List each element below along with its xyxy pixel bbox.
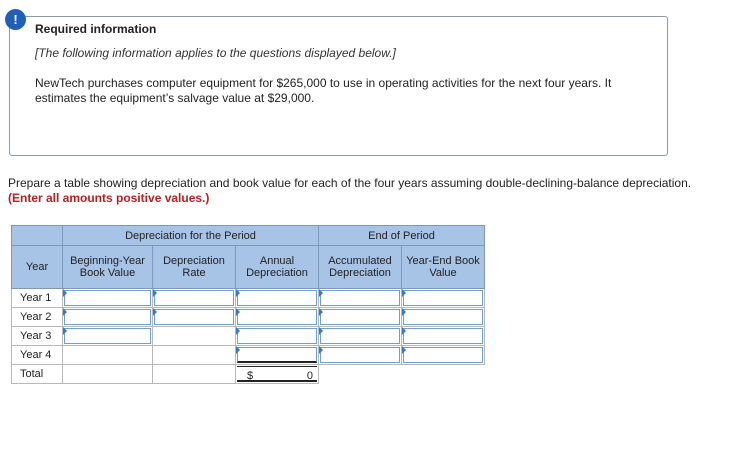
row-label-year-1: Year 1: [12, 289, 63, 308]
dropdown-marker-icon: [236, 308, 240, 316]
depreciation-rate-year-3-cell: [153, 327, 236, 346]
accumulated-depreciation-year-1-input[interactable]: [320, 290, 400, 306]
prompt-text: Prepare a table showing depreciation and book value for each of the four years assuming double-declining-balance depreciation.: [8, 176, 692, 190]
header-annual-depreciation: Annual Depreciation: [236, 246, 319, 289]
header-accumulated-depreciation: Accumulated Depreciation: [319, 246, 402, 289]
dropdown-marker-icon: [63, 327, 67, 335]
accumulated-depreciation-year-1-cell[interactable]: [319, 289, 402, 308]
dropdown-marker-icon: [63, 289, 67, 297]
table-row: [12, 289, 485, 308]
annual-depreciation-year-1-cell[interactable]: [236, 289, 319, 308]
question-prompt: [8, 176, 708, 206]
dropdown-marker-icon: [153, 308, 157, 316]
total-annual-depreciation-box: [237, 366, 317, 382]
row-label-year-4: Year 4: [12, 346, 63, 365]
annual-depreciation-year-4-cell[interactable]: [236, 346, 319, 365]
depreciation-table: [11, 225, 485, 384]
dropdown-marker-icon: [153, 289, 157, 297]
annual-depreciation-year-3-input[interactable]: [237, 328, 317, 344]
accumulated-depreciation-year-4-input[interactable]: [320, 347, 400, 363]
dropdown-marker-icon: [63, 308, 67, 316]
info-subtitle: [The following information applies to the questions displayed below.]: [35, 46, 396, 60]
total-beginning-cell: [63, 365, 153, 384]
header-blank: [12, 226, 63, 246]
depreciation-rate-year-1-cell[interactable]: [153, 289, 236, 308]
beginning-book-value-year-1-cell[interactable]: [63, 289, 153, 308]
info-title: Required information: [35, 22, 157, 36]
row-label-year-3: Year 3: [12, 327, 63, 346]
year-end-book-value-year-4-cell[interactable]: [402, 346, 485, 365]
row-label-total: Total: [12, 365, 63, 384]
accumulated-depreciation-year-4-cell[interactable]: [319, 346, 402, 365]
dropdown-marker-icon: [402, 346, 406, 354]
header-depreciation-period: Depreciation for the Period: [63, 226, 319, 246]
beginning-book-value-year-3-input[interactable]: [64, 328, 151, 344]
accumulated-depreciation-year-2-cell[interactable]: [319, 308, 402, 327]
table-row: [12, 346, 485, 365]
total-value: 0: [306, 370, 313, 382]
year-end-book-value-year-1-input[interactable]: [403, 290, 483, 306]
total-currency: $: [247, 370, 254, 382]
year-end-book-value-year-2-cell[interactable]: [402, 308, 485, 327]
annual-depreciation-year-3-cell[interactable]: [236, 327, 319, 346]
table-row: [12, 327, 485, 346]
header-year-end-book-value: Year-End Book Value: [402, 246, 485, 289]
beginning-book-value-year-2-input[interactable]: [64, 309, 151, 325]
row-label-year-2: Year 2: [12, 308, 63, 327]
dropdown-marker-icon: [236, 346, 240, 354]
dropdown-marker-icon: [402, 308, 406, 316]
total-rate-cell: [153, 365, 236, 384]
beginning-book-value-year-1-input[interactable]: [64, 290, 151, 306]
header-depreciation-rate: Depreciation Rate: [153, 246, 236, 289]
dropdown-marker-icon: [319, 289, 323, 297]
dropdown-marker-icon: [236, 327, 240, 335]
year-end-book-value-year-3-input[interactable]: [403, 328, 483, 344]
beginning-book-value-year-3-cell[interactable]: [63, 327, 153, 346]
header-beginning-book-value: Beginning-Year Book Value: [63, 246, 153, 289]
annual-depreciation-year-2-cell[interactable]: [236, 308, 319, 327]
dropdown-marker-icon: [402, 327, 406, 335]
beginning-book-value-year-4-cell: [63, 346, 153, 365]
table-row-total: [12, 365, 485, 384]
depreciation-rate-year-2-cell[interactable]: [153, 308, 236, 327]
header-year: Year: [12, 246, 63, 289]
annual-depreciation-year-4-input[interactable]: [237, 347, 317, 363]
table-row: [12, 308, 485, 327]
info-body: NewTech purchases computer equipment for $265,000 to use in operating activities for the next four years. It estimates the equipment’s salvage value at $29,000.: [35, 76, 612, 105]
header-end-of-period: End of Period: [319, 226, 485, 246]
beginning-book-value-year-2-cell[interactable]: [63, 308, 153, 327]
prompt-note: (Enter all amounts positive values.): [8, 191, 210, 205]
annual-depreciation-year-1-input[interactable]: [237, 290, 317, 306]
year-end-book-value-year-3-cell[interactable]: [402, 327, 485, 346]
depreciation-rate-year-4-cell: [153, 346, 236, 365]
total-annual-depreciation: [236, 365, 319, 384]
year-end-book-value-year-4-input[interactable]: [403, 347, 483, 363]
year-end-book-value-year-1-cell[interactable]: [402, 289, 485, 308]
dropdown-marker-icon: [402, 289, 406, 297]
depreciation-rate-year-2-input[interactable]: [154, 309, 234, 325]
alert-icon: !: [5, 9, 26, 30]
year-end-book-value-year-2-input[interactable]: [403, 309, 483, 325]
dropdown-marker-icon: [319, 346, 323, 354]
depreciation-rate-year-1-input[interactable]: [154, 290, 234, 306]
dropdown-marker-icon: [319, 327, 323, 335]
accumulated-depreciation-year-3-input[interactable]: [320, 328, 400, 344]
accumulated-depreciation-year-3-cell[interactable]: [319, 327, 402, 346]
dropdown-marker-icon: [236, 289, 240, 297]
accumulated-depreciation-year-2-input[interactable]: [320, 309, 400, 325]
dropdown-marker-icon: [319, 308, 323, 316]
annual-depreciation-year-2-input[interactable]: [237, 309, 317, 325]
